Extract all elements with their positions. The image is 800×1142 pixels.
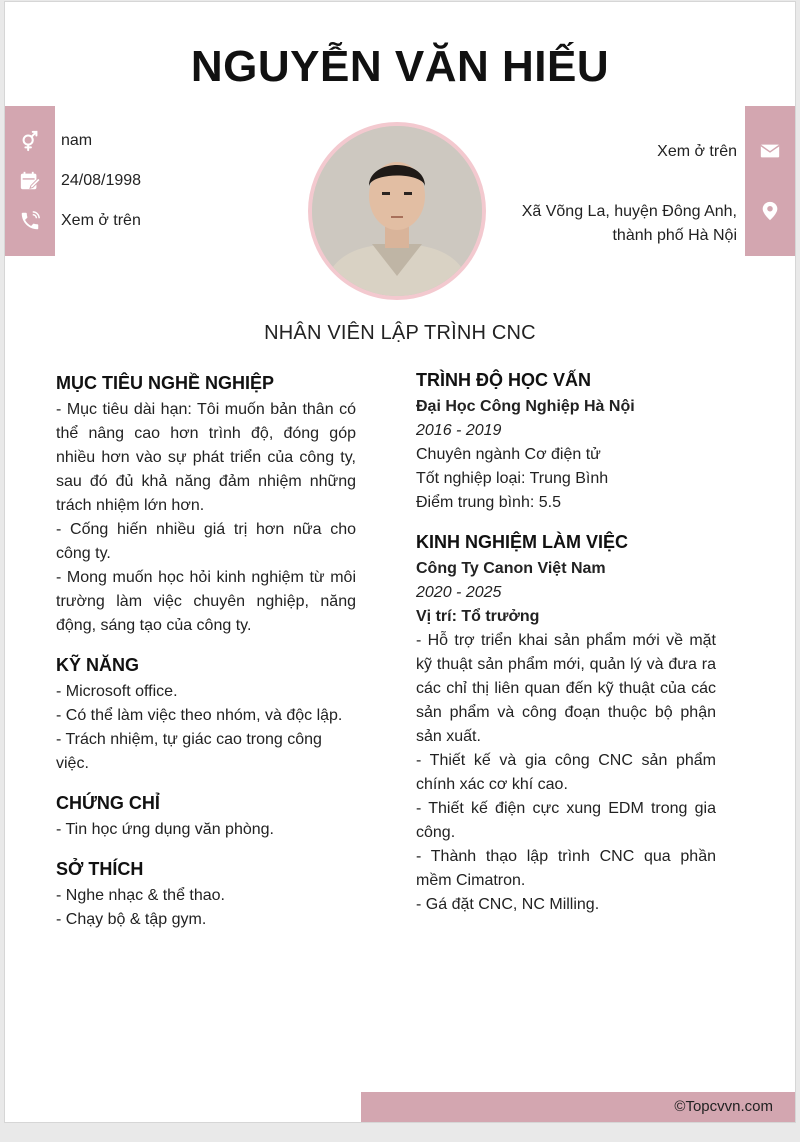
skill-item: - Có thể làm việc theo nhóm, và độc lập.	[56, 707, 343, 724]
email-value: Xem ở trên	[657, 143, 737, 160]
experience-position: Vị trí: Tổ trưởng	[416, 608, 540, 625]
skills-title: KỸ NĂNG	[56, 655, 140, 675]
duty-item: - Thiết kế và gia công CNC sản phẩm chính xác cơ khí cao.	[416, 752, 716, 793]
avatar	[308, 122, 486, 300]
certificates-section	[56, 790, 356, 842]
education-major: Chuyên ngành Cơ điện tử	[416, 446, 601, 463]
objective-section	[56, 370, 356, 638]
address-value	[522, 200, 737, 248]
education-section	[416, 367, 716, 515]
gender-value: nam	[61, 132, 93, 149]
birthday-value: 24/08/1998	[61, 172, 142, 189]
left-column	[56, 370, 356, 946]
footer-credit[interactable]: ©Topcvvn.com	[361, 1092, 795, 1122]
phone-icon	[5, 206, 55, 236]
calendar-icon	[5, 166, 55, 196]
company-name: Công Ty Canon Việt Nam	[416, 560, 606, 577]
envelope-icon	[745, 136, 795, 166]
education-gpa: Điểm trung bình: 5.5	[416, 494, 561, 511]
objective-line: - Mong muốn học hỏi kinh nghiệm từ môi trường làm việc chuyên nghiệp, năng động, sáng tạo của công ty.	[56, 569, 356, 634]
cv-page	[4, 1, 796, 1123]
right-column	[416, 367, 716, 931]
duty-item: - Gá đặt CNC, NC Milling.	[416, 896, 600, 913]
objective-line: - Mục tiêu dài hạn: Tôi muốn bản thân có thể nâng cao hơn trình độ, đóng góp nhiều hơn vào sự phát triển của công ty, sau đó đủ khả năng đảm nhiệm những trách nhiệm lớn hơn.	[56, 401, 356, 514]
certificate-item: - Tin học ứng dụng văn phòng.	[56, 821, 274, 838]
hobbies-title: SỞ THÍCH	[56, 859, 144, 879]
objective-title: MỤC TIÊU NGHỀ NGHIỆP	[56, 373, 275, 393]
education-title: TRÌNH ĐỘ HỌC VẤN	[416, 370, 591, 390]
objective-line: - Cống hiến nhiều giá trị hơn nữa cho công ty.	[56, 521, 356, 562]
hobbies-section	[56, 856, 356, 932]
job-title: NHÂN VIÊN LẬP TRÌNH CNC	[264, 322, 536, 344]
address-line-1: Xã Võng La, huyện Đông Anh,	[521, 203, 737, 220]
left-contact-strip	[5, 106, 55, 256]
right-contact-strip	[745, 106, 795, 256]
duty-item: - Hỗ trợ triển khai sản phẩm mới về mặt kỹ thuật sản phẩm mới, quản lý và đưa ra các chỉ thị liên quan đến kỹ thuật của các sản phẩm và công đoạn thuộc bộ phận sản xuất.	[416, 632, 716, 745]
phone-value: Xem ở trên	[61, 212, 141, 229]
experience-period: 2020 - 2025	[416, 584, 502, 601]
education-grade: Tốt nghiệp loại: Trung Bình	[416, 470, 609, 487]
duty-item: - Thiết kế điện cực xung EDM trong gia công.	[416, 800, 716, 841]
hobby-item: - Chạy bộ & tập gym.	[56, 911, 207, 928]
hobby-item: - Nghe nhạc & thể thao.	[56, 887, 225, 904]
candidate-name: NGUYỄN VĂN HIẾU	[190, 42, 610, 91]
address-line-2: thành phố Hà Nội	[612, 227, 737, 244]
skill-item: - Trách nhiệm, tự giác cao trong công việc.	[56, 731, 322, 772]
duty-item: - Thành thạo lập trình CNC qua phần mềm Cimatron.	[416, 848, 716, 889]
education-period: 2016 - 2019	[416, 422, 502, 439]
experience-section	[416, 529, 716, 917]
school-name: Đại Học Công Nghiệp Hà Nội	[416, 398, 635, 415]
certificates-title: CHỨNG CHỈ	[56, 793, 160, 813]
gender-icon	[5, 126, 55, 156]
skill-item: - Microsoft office.	[56, 683, 178, 700]
location-pin-icon	[745, 196, 795, 226]
experience-title: KINH NGHIỆM LÀM VIỆC	[416, 532, 629, 552]
skills-section	[56, 652, 356, 776]
